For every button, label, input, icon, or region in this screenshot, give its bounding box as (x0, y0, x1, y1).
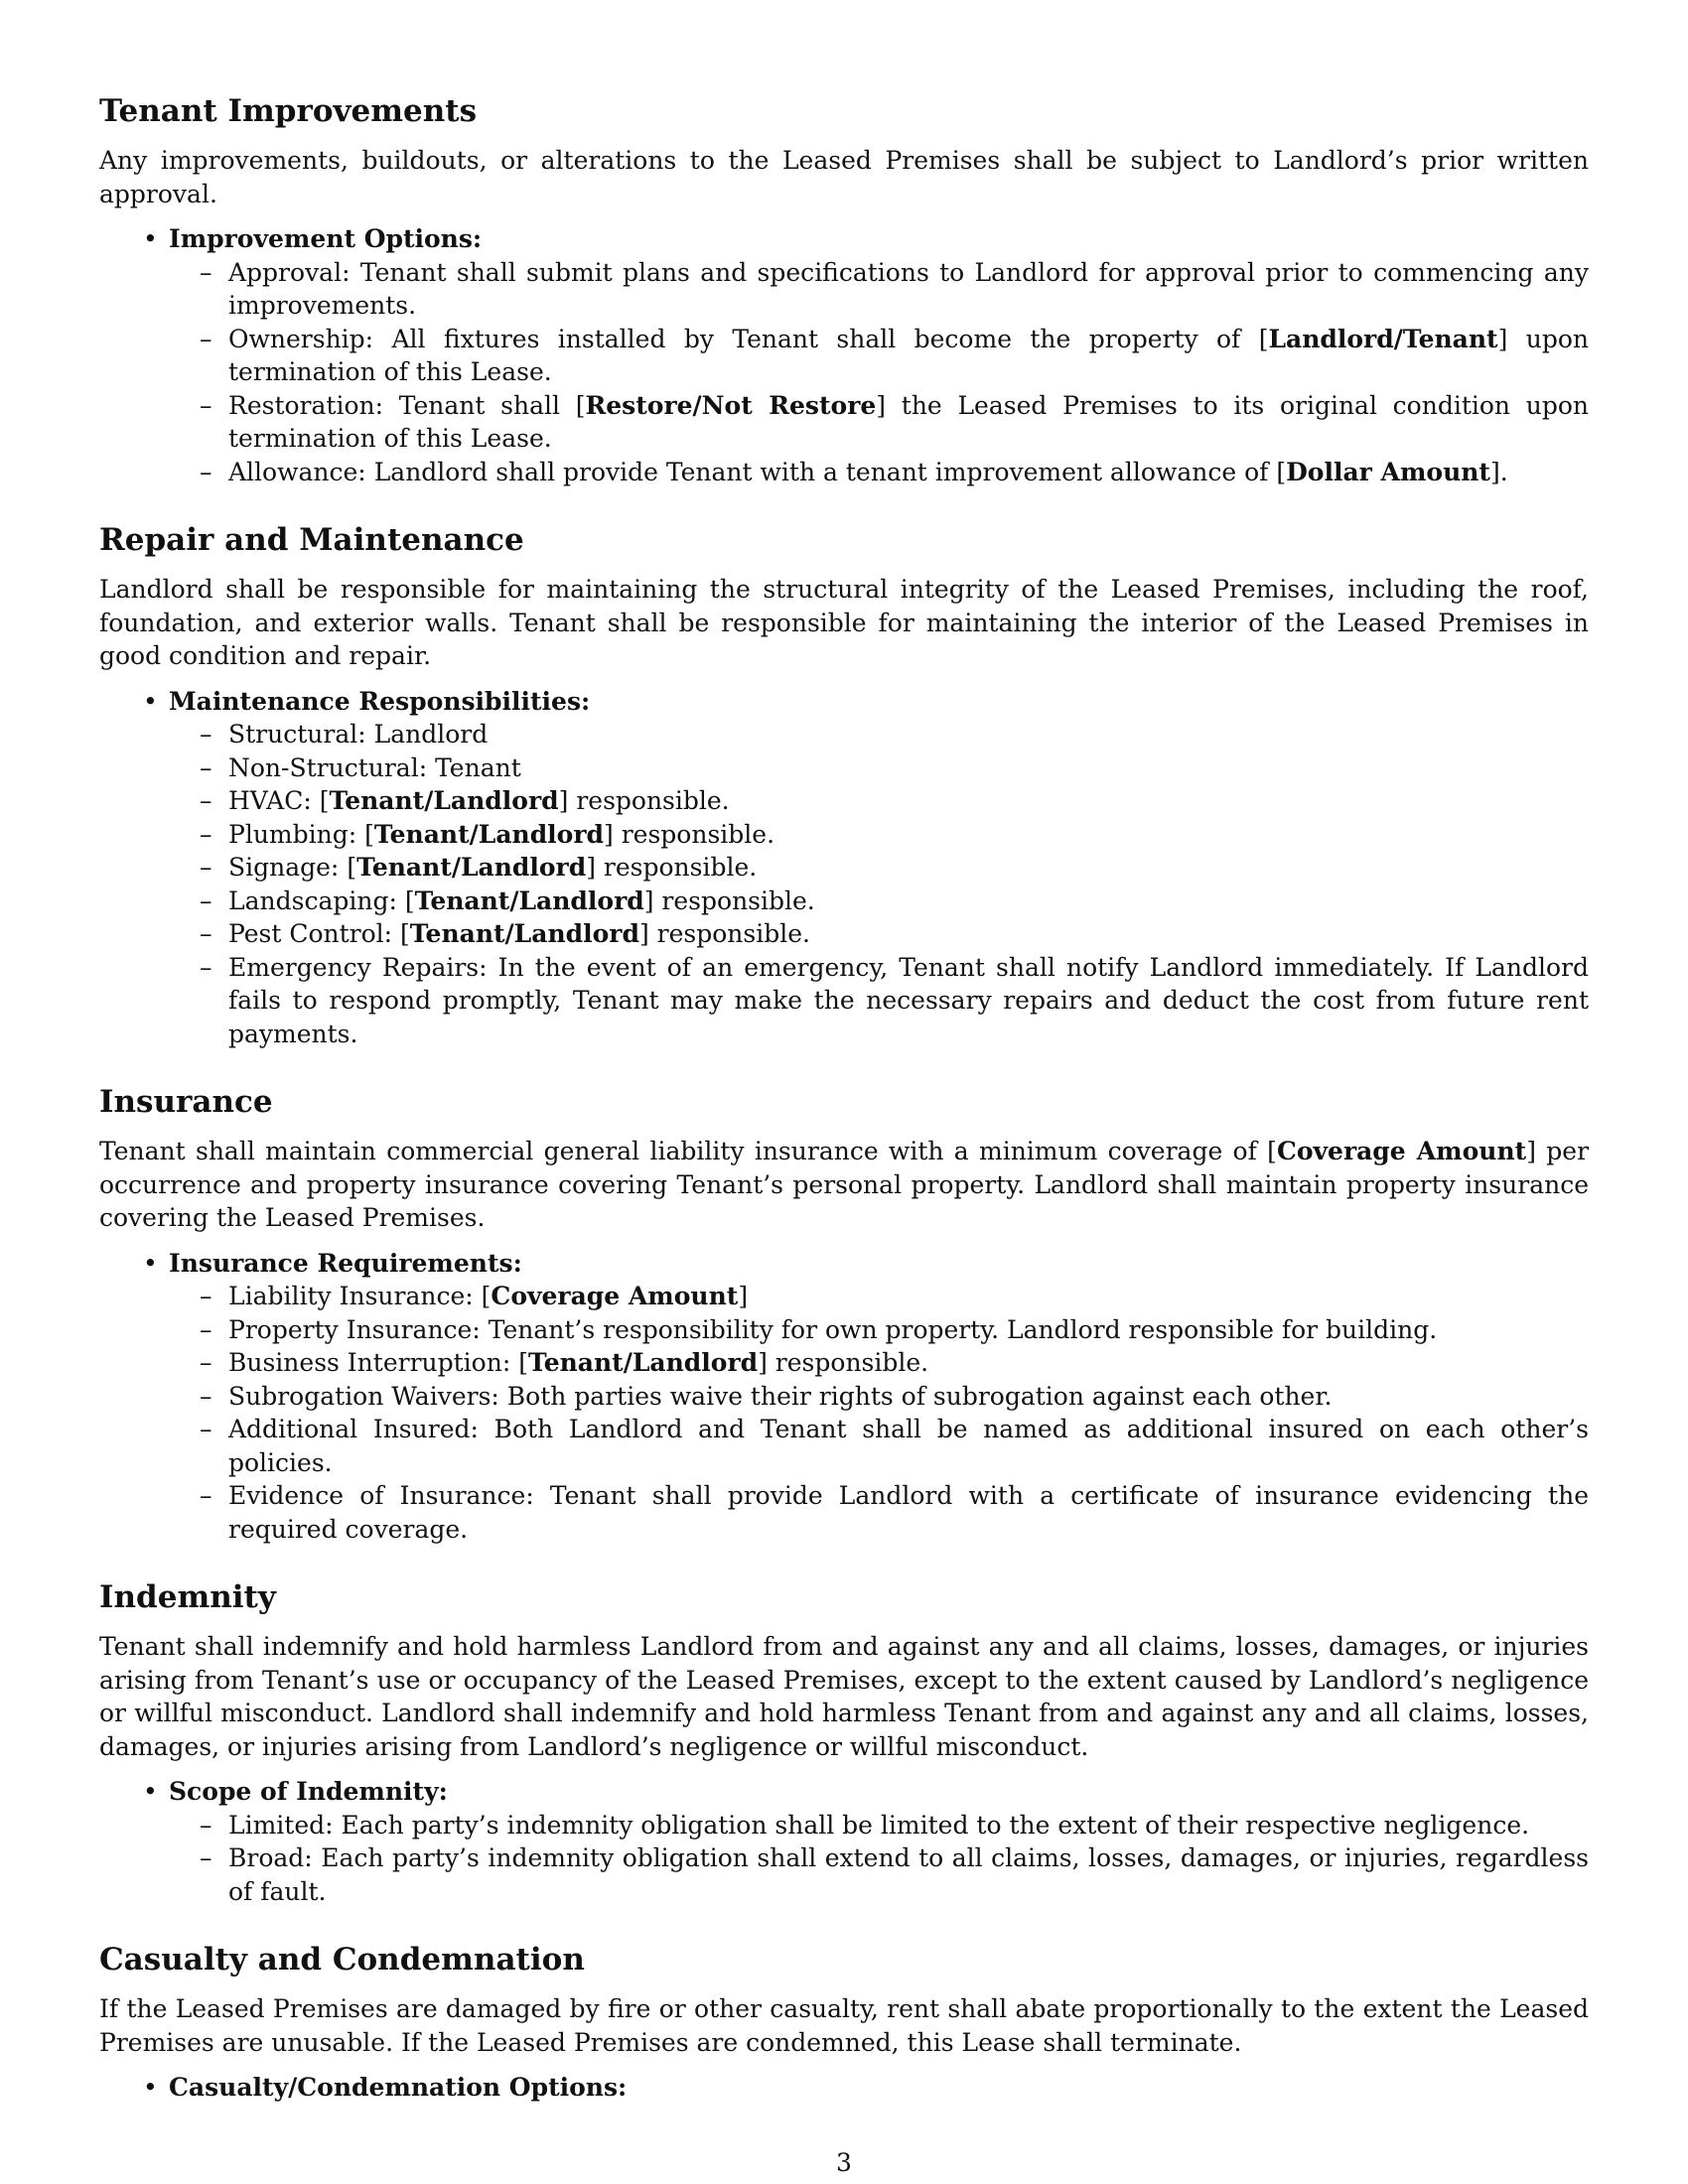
list-heading: Improvement Options: (169, 224, 483, 253)
section-intro: If the Leased Premises are damaged by fire or other casualty, rent shall abate proportionally to the extent the Leased Premises are unusable. If the Leased Premises are condemned, this Lease shall terminate. (99, 1994, 1589, 2057)
list-heading: Insurance Requirements: (169, 1248, 522, 1278)
list-item (143, 2071, 1589, 2105)
item-text: [ (400, 919, 410, 948)
item-text: Landlord (373, 720, 489, 749)
item-text: [ (518, 1348, 528, 1377)
section-insurance (99, 1082, 1589, 1546)
item-text: In the event of an emergency, Tenant shall notify Landlord immediately. If Landlord fails to respond promptly, Tenant may make the necessary repairs and deduct the cost from future rent payments. (228, 952, 1589, 1048)
item-text: [ (347, 853, 357, 882)
sub-item-pest-control (228, 917, 1589, 951)
section-intro (99, 1135, 1589, 1235)
item-label: Subrogation Waivers: (228, 1381, 499, 1411)
sub-item-landscaping (228, 885, 1589, 918)
sub-item-limited (228, 1809, 1589, 1843)
sub-item-broad (228, 1842, 1589, 1908)
item-placeholder: Restore/Not Restore (585, 390, 877, 420)
sub-item-property (228, 1313, 1589, 1347)
intro-text: Tenant shall maintain commercial general liability insurance with a minimum coverage of [ (99, 1137, 1277, 1165)
list-item (143, 1247, 1589, 1547)
item-label: Liability Insurance: (228, 1282, 474, 1310)
section-title: Insurance (99, 1084, 273, 1120)
item-text-tail: ] responsible. (643, 886, 815, 915)
section-indemnity (99, 1577, 1589, 1908)
item-label: Ownership: (228, 324, 374, 353)
item-label: Signage: (228, 853, 340, 882)
sub-item-subrogation (228, 1380, 1589, 1414)
item-text: Landlord shall provide Tenant with a tenant improvement allowance of [ (373, 457, 1287, 486)
item-placeholder: Tenant/Landlord (329, 786, 559, 815)
item-placeholder: Tenant/Landlord (356, 853, 587, 882)
list-heading: Scope of Indemnity: (169, 1777, 448, 1806)
item-text: Both Landlord and Tenant shall be named as additional insured on each other’s policies. (228, 1415, 1589, 1477)
sub-item-signage (228, 851, 1589, 885)
item-text: [ (404, 886, 415, 915)
list-item (143, 1775, 1589, 1908)
item-label: Limited: (228, 1810, 334, 1840)
sub-list (169, 1280, 1589, 1546)
item-text-tail: ] responsible. (558, 786, 730, 815)
item-placeholder: Tenant/Landlord (414, 886, 644, 915)
options-list (99, 685, 1589, 1051)
item-placeholder: Tenant/Landlord (409, 919, 639, 948)
item-text-tail: ] responsible. (586, 853, 758, 882)
item-text: Tenant shall provide Landlord with a certificate of insurance evidencing the required coverage. (228, 1481, 1589, 1544)
item-text-tail: ]. (1489, 457, 1508, 486)
section-intro: Landlord shall be responsible for maintaining the structural integrity of the Leased Premises, including the roof, foundation, and exterior walls. Tenant shall be responsible for maintaining the interior of the Leased Premises in good condition and repair. (99, 575, 1589, 670)
item-label: Non-Structural: (228, 752, 428, 782)
sub-list (169, 1809, 1589, 1909)
sub-item-approval (228, 256, 1589, 323)
item-label: Structural: (228, 720, 366, 749)
item-text: All fixtures installed by Tenant shall become the property of [ (391, 324, 1269, 353)
item-label: HVAC: (228, 786, 312, 815)
item-placeholder: Tenant/Landlord (527, 1348, 759, 1377)
options-list (99, 1247, 1589, 1547)
section-title: Casualty and Condemnation (99, 1942, 585, 1978)
item-text: [ (481, 1282, 492, 1310)
item-text: Each party’s indemnity obligation shall be limited to the extent of their respective negligence. (341, 1810, 1530, 1840)
item-text-tail: ] responsible. (758, 1348, 929, 1377)
item-label: Landscaping: (228, 886, 397, 915)
item-label: Emergency Repairs: (228, 952, 488, 982)
item-label: Plumbing: (228, 819, 357, 849)
sub-item-liability (228, 1280, 1589, 1313)
sub-item-restoration (228, 389, 1589, 456)
sub-item-allowance (228, 456, 1589, 489)
item-text-tail: ] responsible. (638, 919, 810, 948)
item-text-tail: ] upon termination of this Lease. (228, 324, 1589, 386)
item-label: Approval: (228, 257, 351, 287)
document-page (99, 91, 1589, 2136)
item-placeholder: Dollar Amount (1286, 457, 1490, 486)
section-tenant-improvements (99, 91, 1589, 488)
item-label: Restoration: (228, 390, 384, 420)
list-heading: Casualty/Condemnation Options: (169, 2073, 628, 2102)
list-item (143, 685, 1589, 1051)
item-text: Tenant shall [ (398, 390, 586, 420)
sub-item-non-structural (228, 751, 1589, 785)
intro-placeholder: Coverage Amount (1276, 1137, 1527, 1165)
item-text: Both parties waive their rights of subrogation against each other. (506, 1381, 1333, 1411)
item-label: Pest Control: (228, 919, 393, 948)
list-item (143, 222, 1589, 488)
item-label: Evidence of Insurance: (228, 1481, 534, 1510)
item-label: Property Insurance: (228, 1314, 481, 1344)
item-text-tail: ] the Leased Premises to its original condition upon termination of this Lease. (228, 390, 1590, 453)
sub-item-emergency-repairs (228, 951, 1589, 1051)
section-intro: Any improvements, buildouts, or alterations to the Leased Premises shall be subject to Landlord’s prior written approval. (99, 146, 1589, 208)
section-title: Repair and Maintenance (99, 522, 524, 558)
item-placeholder: Tenant/Landlord (373, 819, 605, 849)
item-label: Business Interruption: (228, 1348, 511, 1377)
item-text: Tenant (435, 752, 521, 782)
item-text: [ (364, 819, 374, 849)
options-list (99, 222, 1589, 488)
sub-item-structural (228, 718, 1589, 751)
section-title: Tenant Improvements (99, 93, 478, 129)
item-text-tail: ] responsible. (604, 819, 775, 849)
item-label: Additional Insured: (228, 1415, 479, 1443)
item-text: Tenant shall submit plans and specifications to Landlord for approval prior to commencing any improvements. (228, 257, 1589, 320)
sub-item-business-interruption (228, 1346, 1589, 1380)
sub-list (169, 256, 1589, 489)
sub-item-ownership (228, 323, 1589, 389)
item-placeholder: Landlord/Tenant (1268, 324, 1498, 353)
item-text: Tenant’s responsibility for own property. Landlord responsible for building. (488, 1314, 1438, 1344)
sub-item-additional-insured (228, 1413, 1589, 1479)
page-number: 3 (836, 2148, 852, 2177)
section-casualty (99, 1940, 1589, 2105)
section-repair-maintenance (99, 520, 1589, 1050)
intro-text-tail: ] per occurrence and property insurance covering Tenant’s personal property. Landlord shall maintain property insurance covering the Leased Premises. (99, 1137, 1590, 1232)
item-label: Broad: (228, 1843, 313, 1872)
item-text: [ (319, 786, 330, 815)
sub-item-evidence (228, 1479, 1589, 1546)
options-list (99, 2071, 1589, 2105)
options-list (99, 1775, 1589, 1908)
sub-list (169, 718, 1589, 1050)
item-text: Each party’s indemnity obligation shall extend to all claims, losses, damages, or injuries, regardless of fault. (228, 1843, 1590, 1906)
section-intro: Tenant shall indemnify and hold harmless Landlord from and against any and all claims, losses, damages, or injuries arising from Tenant’s use or occupancy of the Leased Premises, except to the extent caused by Landlord’s negligence or willful misconduct. Landlord shall indemnify and hold harmless Tenant from and against any and all claims, losses, damages, or injuries arising from Landlord’s negligence or willful misconduct. (99, 1632, 1589, 1761)
section-title: Indemnity (99, 1579, 276, 1615)
sub-item-plumbing (228, 818, 1589, 852)
item-text-tail: ] (738, 1282, 749, 1310)
item-label: Allowance: (228, 457, 366, 486)
item-placeholder: Coverage Amount (491, 1282, 739, 1310)
list-heading: Maintenance Responsibilities: (169, 686, 591, 716)
sub-item-hvac (228, 784, 1589, 818)
